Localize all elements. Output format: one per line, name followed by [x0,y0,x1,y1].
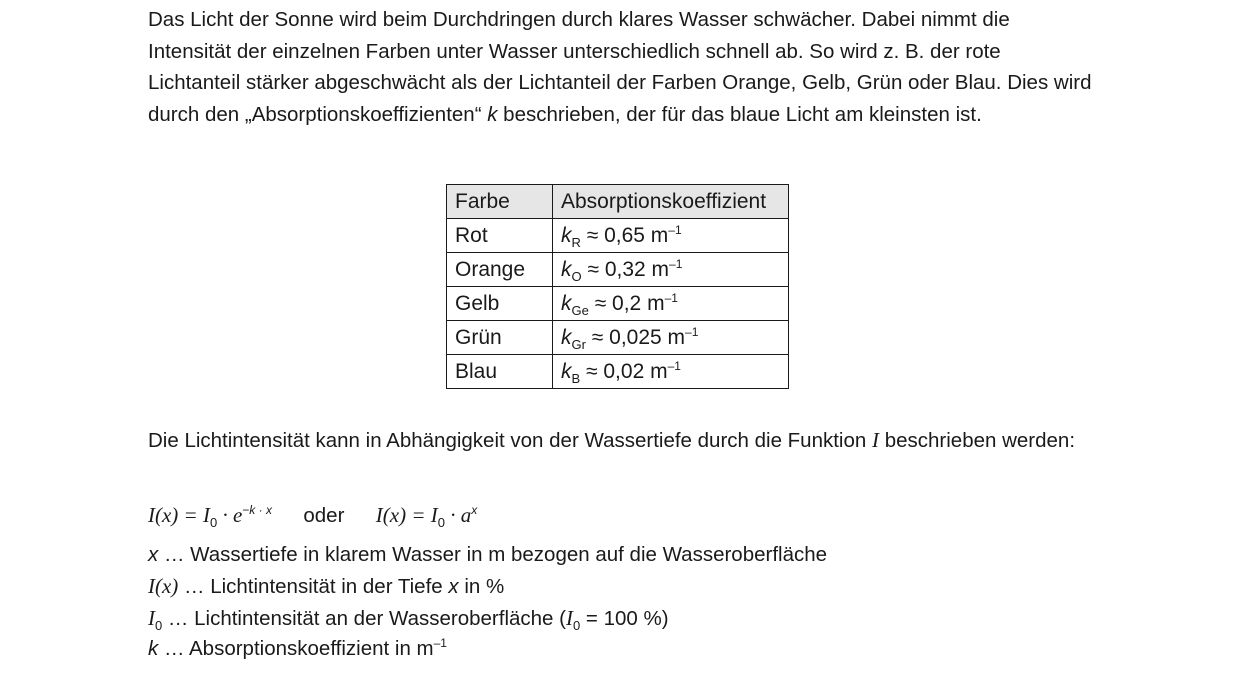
table-row [447,253,789,287]
formula-exponential: $I(x) = I_0 \cdot e^{-k \cdot x}$ [148,503,272,530]
intro-text: Das Licht der Sonne wird beim Durchdringen durch klares Wasser schwächer. Dabei nimmt die Intensität der einzelnen Farben unter Wasser unterschiedlich schnell ab. So wird z. B. der rote Lichtanteil stärker abgeschwächt als der Lichtanteil der Farben Orange, Gelb, Grün oder Blau. Dies wird durch den „Absorptionskoeffizienten“ [148,8,1092,126]
cell-color: Orange [447,253,553,287]
function-text-end: beschrieben werden: [884,429,1076,452]
definition-I0: $I_0$ … Lichtintensität an der Wasseroberfläche ($I_0 = 100$ %) [148,606,669,633]
header-farbe: Farbe [447,185,553,219]
cell-color: Grün [447,321,553,355]
formula-oder: oder [303,504,345,527]
intro-paragraph [148,4,1098,130]
table-row [447,219,789,253]
table-row [447,287,789,321]
definition-x: x … Wassertiefe in klarem Wasser in m bezogen auf die Wasseroberfläche [148,543,828,566]
definition-I: I(x) … Lichtintensität in der Tiefe x in % [148,574,505,598]
header-absorptionskoeffizient: Absorptionskoeffizient [553,185,789,219]
definition-k: k … Absorptionskoeffizient in $m^{-1}$ [148,636,447,660]
cell-color: Rot [447,219,553,253]
formula-line [148,500,477,531]
cell-coefficient: $k_R \approx 0,65$ $m^{-1}$ [553,219,789,253]
cell-coefficient: $k_{Ge} \approx 0,2$ $m^{-1}$ [553,287,789,321]
table-row [447,321,789,355]
intro-text-end: beschrieben, der für das blaue Licht am kleinsten ist. [503,102,982,126]
formula-power: $I(x) = I_0 \cdot a^x$ [375,503,478,530]
intro-k-symbol: k [487,102,498,126]
cell-coefficient: $k_O \approx 0,32$ $m^{-1}$ [553,253,789,287]
cell-coefficient: $k_{Gr} \approx 0,025$ $m^{-1}$ [553,321,789,355]
cell-color: Gelb [447,287,553,321]
function-text: Die Lichtintensität kann in Abhängigkeit von der Wassertiefe durch die Funktion [148,429,867,452]
cell-coefficient: $k_B \approx 0,02$ $m^{-1}$ [553,355,789,389]
table-row [447,355,789,389]
cell-color: Blau [447,355,553,389]
table-header-row [447,185,789,219]
function-paragraph [148,425,1098,457]
absorption-table [446,184,789,389]
function-symbol: I [872,428,879,452]
